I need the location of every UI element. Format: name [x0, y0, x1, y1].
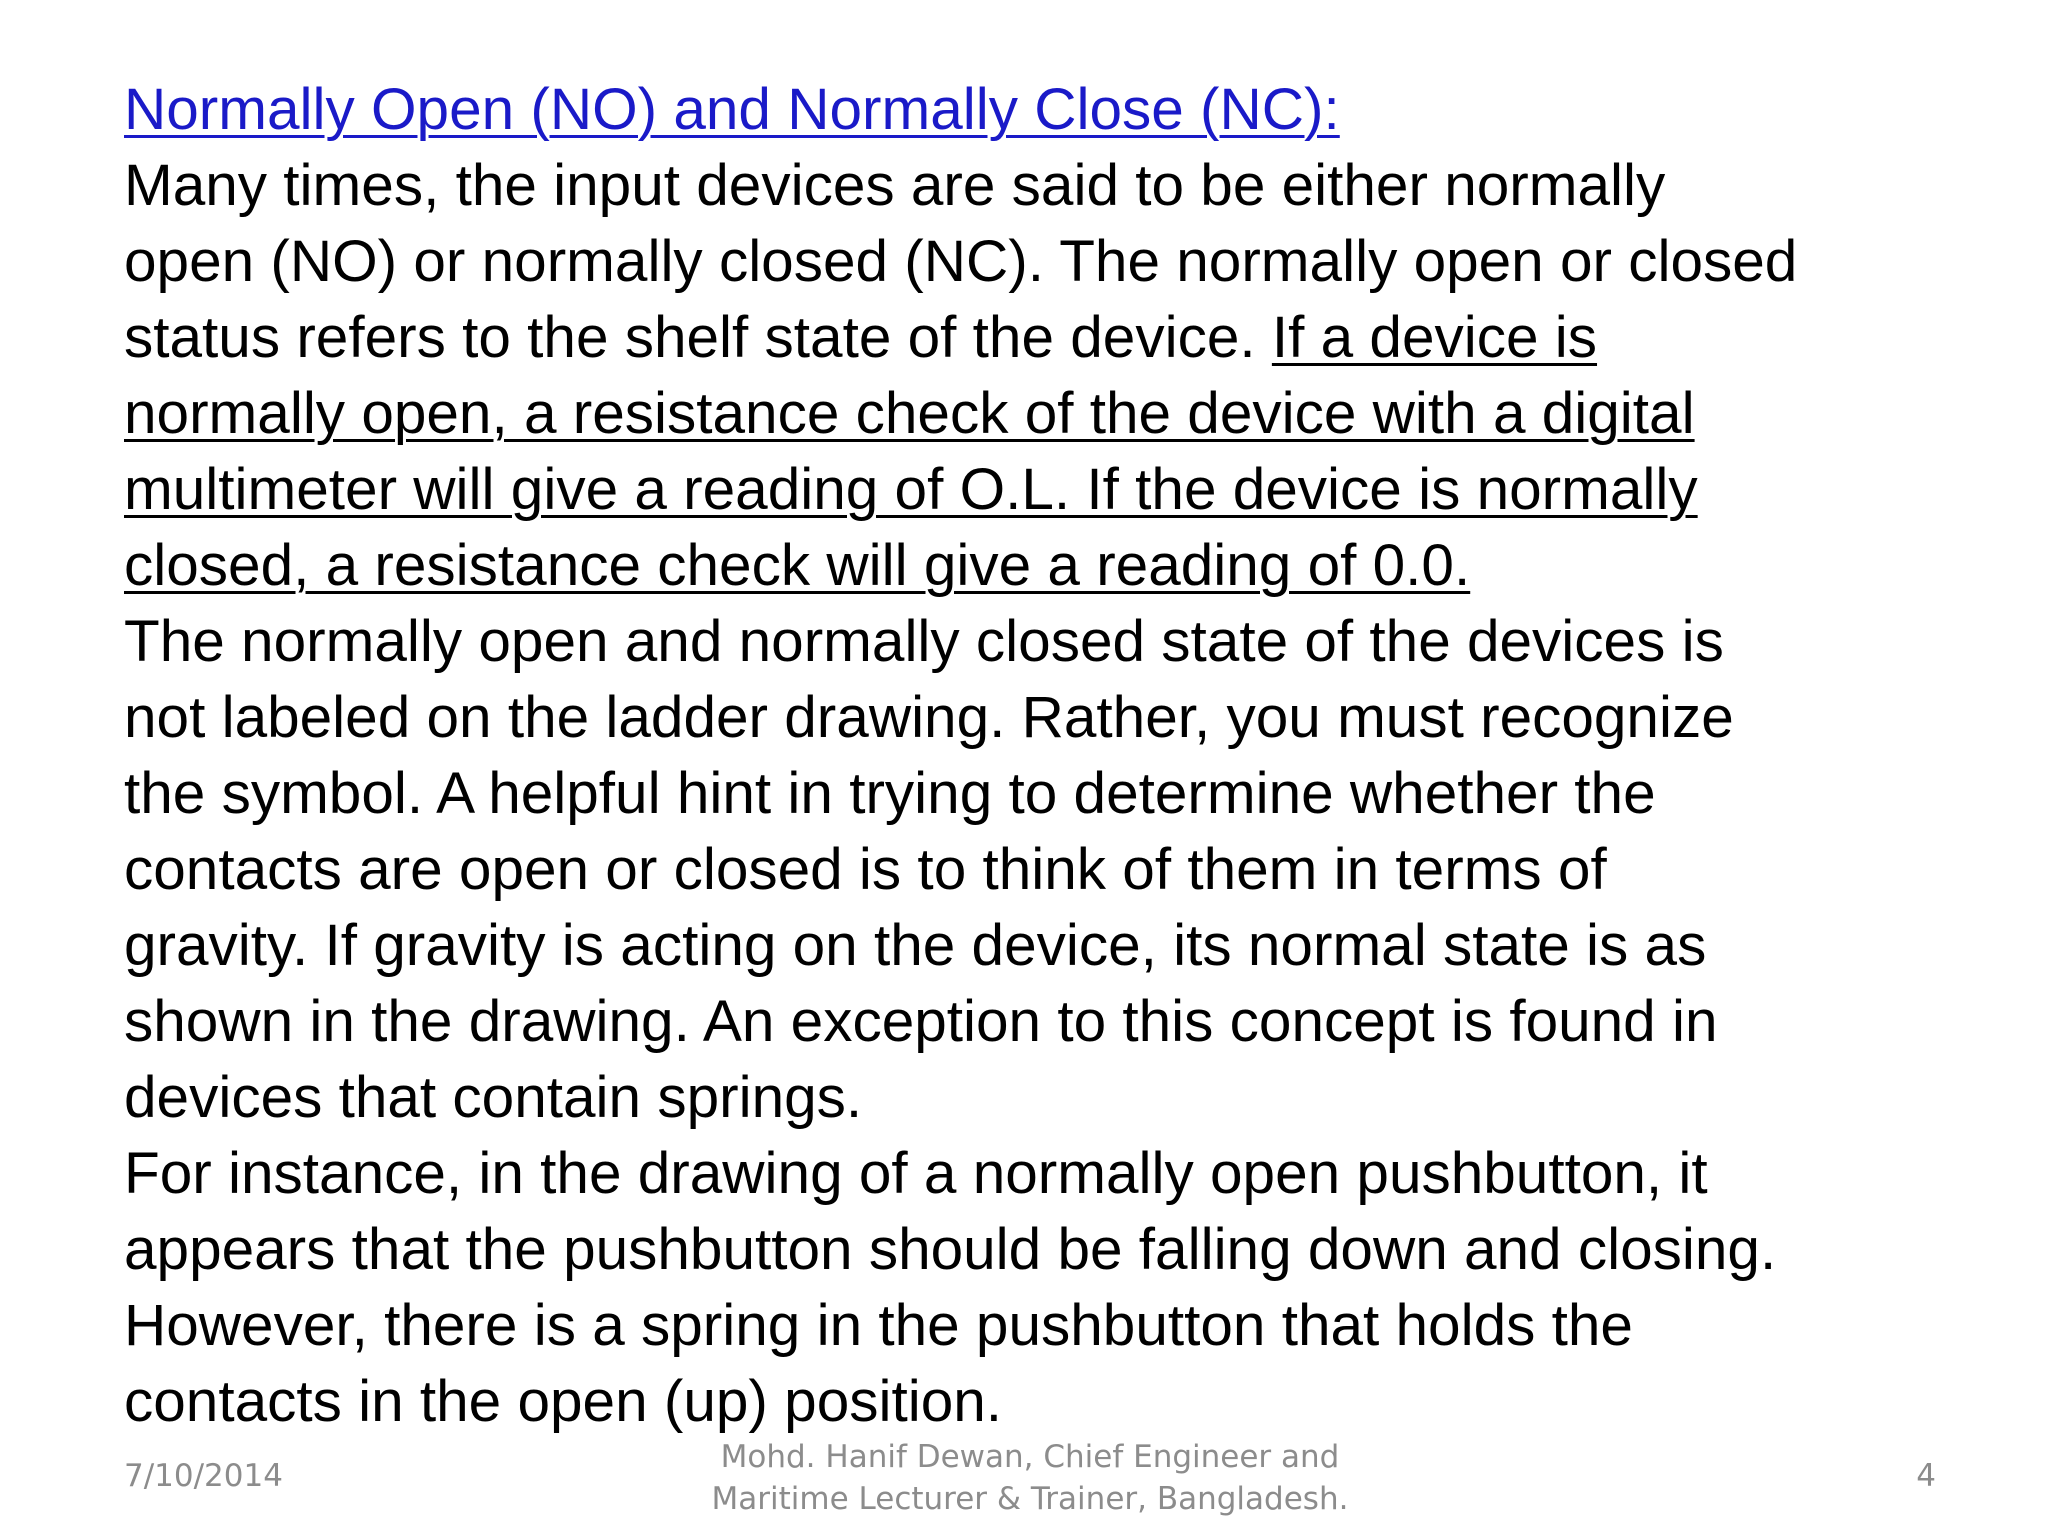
underlined-body-line: multimeter will give a reading of O.L. If the device is normally	[124, 457, 1698, 522]
slide-title-link[interactable]: Normally Open (NO) and Normally Close (NC):	[124, 77, 1340, 142]
body-line: contacts are open or closed is to think of them in terms of	[124, 837, 1607, 902]
underlined-body-line-wrapper	[124, 528, 2004, 604]
body-line: For instance, in the drawing of a normally open pushbutton, it	[124, 1141, 1708, 1206]
body-line: contacts in the open (up) position.	[124, 1369, 1003, 1434]
footer-author-line: Mohd. Hanif Dewan, Chief Engineer and	[720, 1439, 1340, 1475]
underlined-text-segment: If a device is	[1271, 305, 1598, 370]
body-line: devices that contain springs.	[124, 1065, 863, 1130]
body-line: However, there is a spring in the pushbutton that holds the	[124, 1293, 1633, 1358]
page-number: 4	[1916, 1458, 1936, 1494]
footer-author-line: Maritime Lecturer & Trainer, Bangladesh.	[711, 1481, 1349, 1517]
body-line: open (NO) or normally closed (NC). The normally open or closed	[124, 229, 1798, 294]
footer-author	[640, 1436, 1420, 1520]
footer-date: 7/10/2014	[124, 1458, 283, 1494]
slide-body	[124, 72, 2004, 1440]
underlined-body-line: normally open, a resistance check of the device with a digital	[124, 381, 1695, 446]
body-line: gravity. If gravity is acting on the device, its normal state is as	[124, 913, 1707, 978]
body-line: shown in the drawing. An exception to this concept is found in	[124, 989, 1718, 1054]
body-line-mixed	[124, 300, 2004, 376]
body-line: The normally open and normally closed state of the devices is	[124, 609, 1724, 674]
body-text-segment: status refers to the shelf state of the device.	[124, 305, 1272, 370]
body-line: Many times, the input devices are said to be either normally	[124, 153, 1666, 218]
body-line: the symbol. A helpful hint in trying to determine whether the	[124, 761, 1656, 826]
title-line	[124, 72, 2004, 148]
underlined-body-line: closed, a resistance check will give a reading of 0.0.	[124, 533, 1471, 598]
body-line: appears that the pushbutton should be falling down and closing.	[124, 1217, 1777, 1282]
body-line: not labeled on the ladder drawing. Rather, you must recognize	[124, 685, 1734, 750]
